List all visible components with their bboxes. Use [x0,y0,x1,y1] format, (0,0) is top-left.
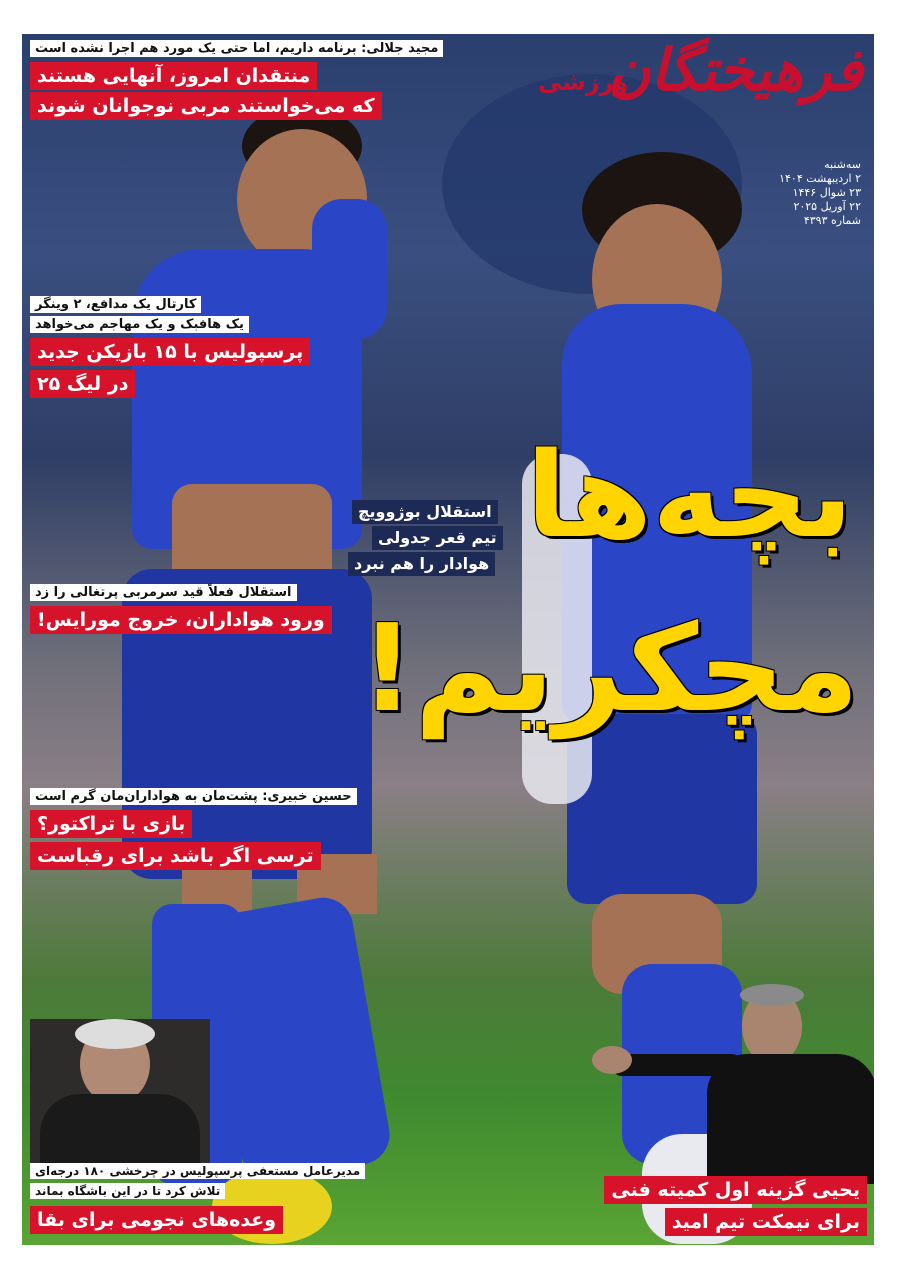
ceo-headline: وعده‌های نجومی برای بقا [30,1206,283,1234]
masthead-logo [537,36,863,104]
jalali-headline-1: منتقدان امروز، آنهایی هستند [30,62,317,90]
dateline [779,158,861,228]
inset-ceo-photo [30,1019,210,1169]
moraes-headline: ورود هواداران، خروج مورایس! [30,606,332,634]
tractor-headline-1: بازی با تراکتور؟ [30,810,192,838]
inset-coach-photo [592,954,874,1184]
coach-headline-2: برای نیمکت تیم امید [665,1208,867,1236]
main-headline-1: بچه‌ها [525,426,853,564]
ceo-kicker-2: تلاش کرد تا در این باشگاه بماند [30,1183,225,1199]
masthead-subtitle: ورزشی [537,68,629,96]
jalali-kicker: مجید جلالی: برنامه داریم، اما حتی یک مورد هم اجرا نشده است [30,40,443,57]
inset-ceo-hair [75,1019,155,1049]
tractor-kicker: حسین خبیری: پشت‌مان به هواداران‌مان گرم است [30,788,357,805]
moraes-kicker: استقلال فعلاً قید سرمربی پرتغالی را زد [30,584,297,601]
dateline-hijri: ۲۳ شوال ۱۴۴۶ [792,186,861,199]
dateline-gregorian: ۲۲ آوریل ۲۰۲۵ [793,200,861,213]
jalali-headline-2: که می‌خواستند مربی نوجوانان شوند [30,92,382,120]
main-subhead-3: هوادار را هم نبرد [348,552,495,576]
main-subhead-2: تیم قعر جدولی [372,526,503,550]
inset-ceo-suit [40,1094,200,1169]
dateline-jalali: ۲ اردیبهشت ۱۴۰۴ [779,172,861,185]
ceo-kicker-1: مدیرعامل مستعفی پرسپولیس در چرخشی ۱۸۰ درجه‌ای [30,1163,365,1179]
tractor-headline-2: ترسی اگر باشد برای رقباست [30,842,321,870]
main-headline-2: مچکریم! [359,600,859,739]
inset-coach-hair [740,984,804,1006]
persepolis-headline-2: در لیگ ۲۵ [30,370,135,398]
dateline-weekday: سه‌شنبه [824,158,861,171]
persepolis-headline-1: پرسپولیس با ۱۵ بازیکن جدید [30,338,310,366]
inset-coach-hand [592,1046,632,1074]
persepolis-kicker-1: کارتال یک مدافع، ۲ وینگر [30,296,201,313]
persepolis-kicker-2: یک هافبک و یک مهاجم می‌خواهد [30,316,249,333]
dateline-issue-number: شماره ۴۳۹۳ [803,214,861,227]
main-subhead-1: استقلال بوژوویچ [352,500,498,524]
coach-headline-1: یحیی گزینه اول کمیته فنی [604,1176,867,1204]
masthead-title: فرهیختگان [607,36,863,104]
